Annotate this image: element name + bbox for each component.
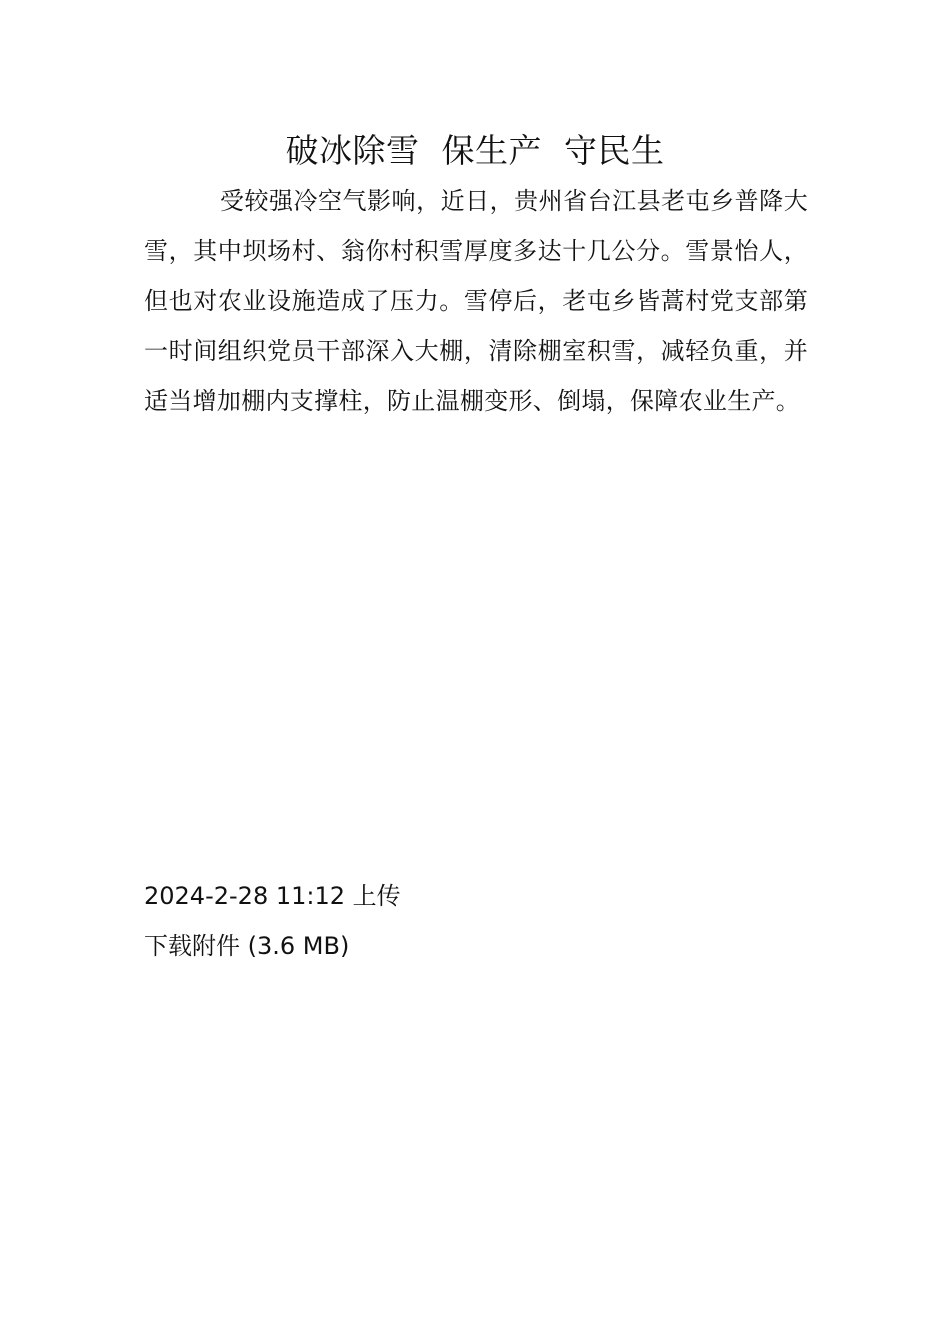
download-attachment-link[interactable]: 下载附件 (3.6 MB) bbox=[144, 932, 350, 960]
article-body: 受较强冷空气影响，近日，贵州省台江县老屯乡普降大雪，其中坝场村、翁你村积雪厚度多达十几公分。雪景怡人，但也对农业设施造成了压力。雪停后，老屯乡皆蒿村党支部第一时间组织党员干部深入大棚，清除棚室积雪，减轻负重，并适当增加棚内支撑柱，防止温棚变形、倒塌，保障农业生产。 bbox=[144, 187, 808, 415]
upload-timestamp: 2024-2-28 11:12 上传 bbox=[144, 882, 401, 910]
article-title: 破冰除雪 保生产 守民生 bbox=[285, 131, 665, 170]
